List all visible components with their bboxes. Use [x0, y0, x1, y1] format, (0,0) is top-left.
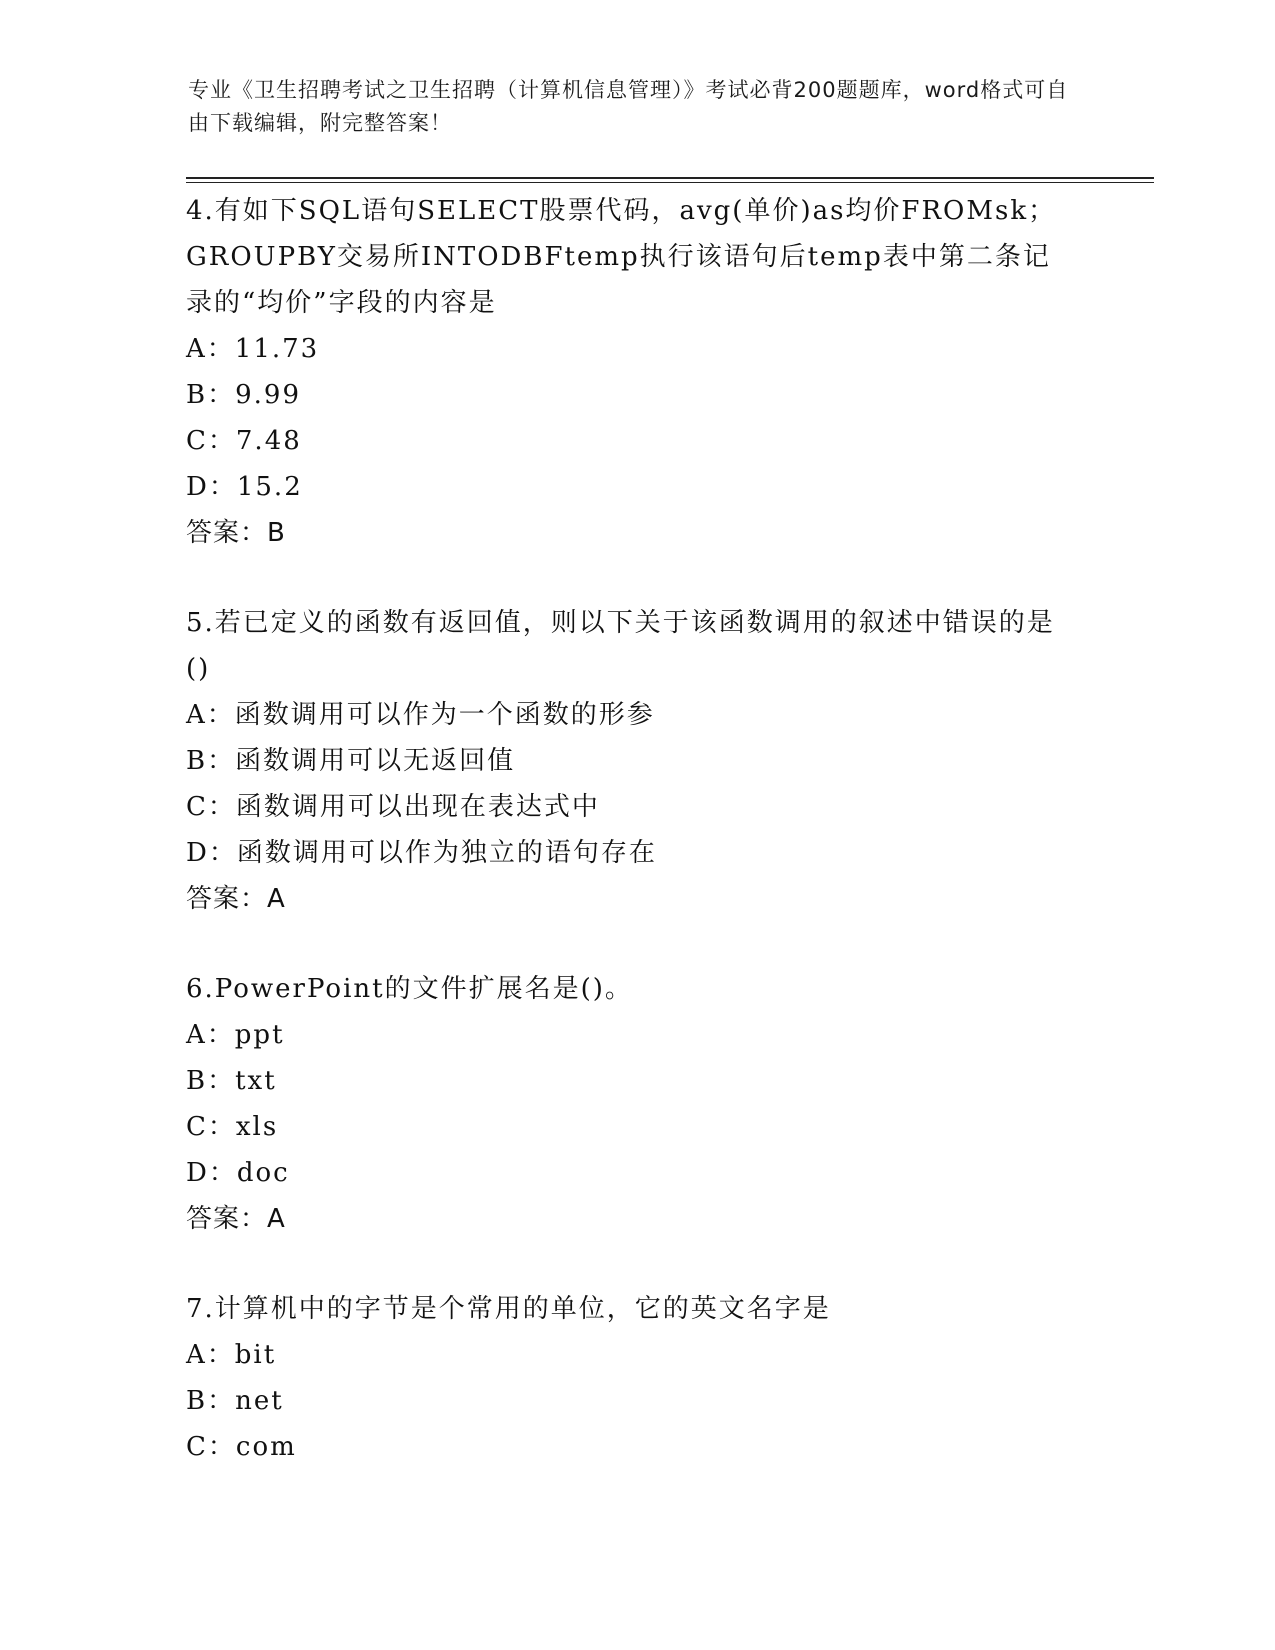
option-a: A：ppt [186, 1020, 285, 1050]
header-note: 专业《卫生招聘考试之卫生招聘（计算机信息管理）》考试必背200题题库，word格式可自由下载编辑，附完整答案！ [188, 78, 1069, 135]
question-stem: 5.若已定义的函数有返回值，则以下关于该函数调用的叙述中错误的是() [186, 608, 1055, 684]
option-a: A：bit [186, 1340, 277, 1370]
header-divider-top [186, 177, 1154, 179]
question-6 [186, 966, 1066, 1242]
option-c: C：xls [186, 1112, 279, 1142]
option-d: D：15.2 [186, 472, 303, 502]
answer-line: 答案：A [186, 1204, 286, 1234]
question-stem: 6.PowerPoint的文件扩展名是()。 [186, 974, 633, 1004]
option-b: B：9.99 [186, 380, 301, 410]
header-divider-bottom [186, 182, 1154, 183]
answer-line: 答案：A [186, 884, 286, 914]
answer-line: 答案：B [186, 518, 286, 548]
option-b: B：函数调用可以无返回值 [186, 746, 516, 776]
question-5 [186, 600, 1066, 922]
question-stem: 4.有如下SQL语句SELECT股票代码，avg(单价)as均价FROMsk；GROUPBY交易所INTODBFtemp执行该语句后temp表中第二条记录的“均价”字段的内容是 [186, 196, 1057, 318]
option-d: D：函数调用可以作为独立的语句存在 [186, 838, 657, 868]
option-a: A：11.73 [186, 334, 320, 364]
option-c: C：com [186, 1432, 297, 1462]
spacer [186, 922, 1066, 966]
spacer [186, 556, 1066, 600]
option-d: D：doc [186, 1158, 290, 1188]
question-4 [186, 188, 1066, 556]
spacer [186, 1242, 1066, 1286]
option-a: A：函数调用可以作为一个函数的形参 [186, 700, 655, 730]
question-stem: 7.计算机中的字节是个常用的单位，它的英文名字是 [186, 1294, 831, 1324]
question-list [186, 188, 1066, 1470]
option-c: C：函数调用可以出现在表达式中 [186, 792, 600, 822]
option-b: B：txt [186, 1066, 277, 1096]
option-c: C：7.48 [186, 426, 302, 456]
option-b: B：net [186, 1386, 284, 1416]
question-7 [186, 1286, 1066, 1470]
